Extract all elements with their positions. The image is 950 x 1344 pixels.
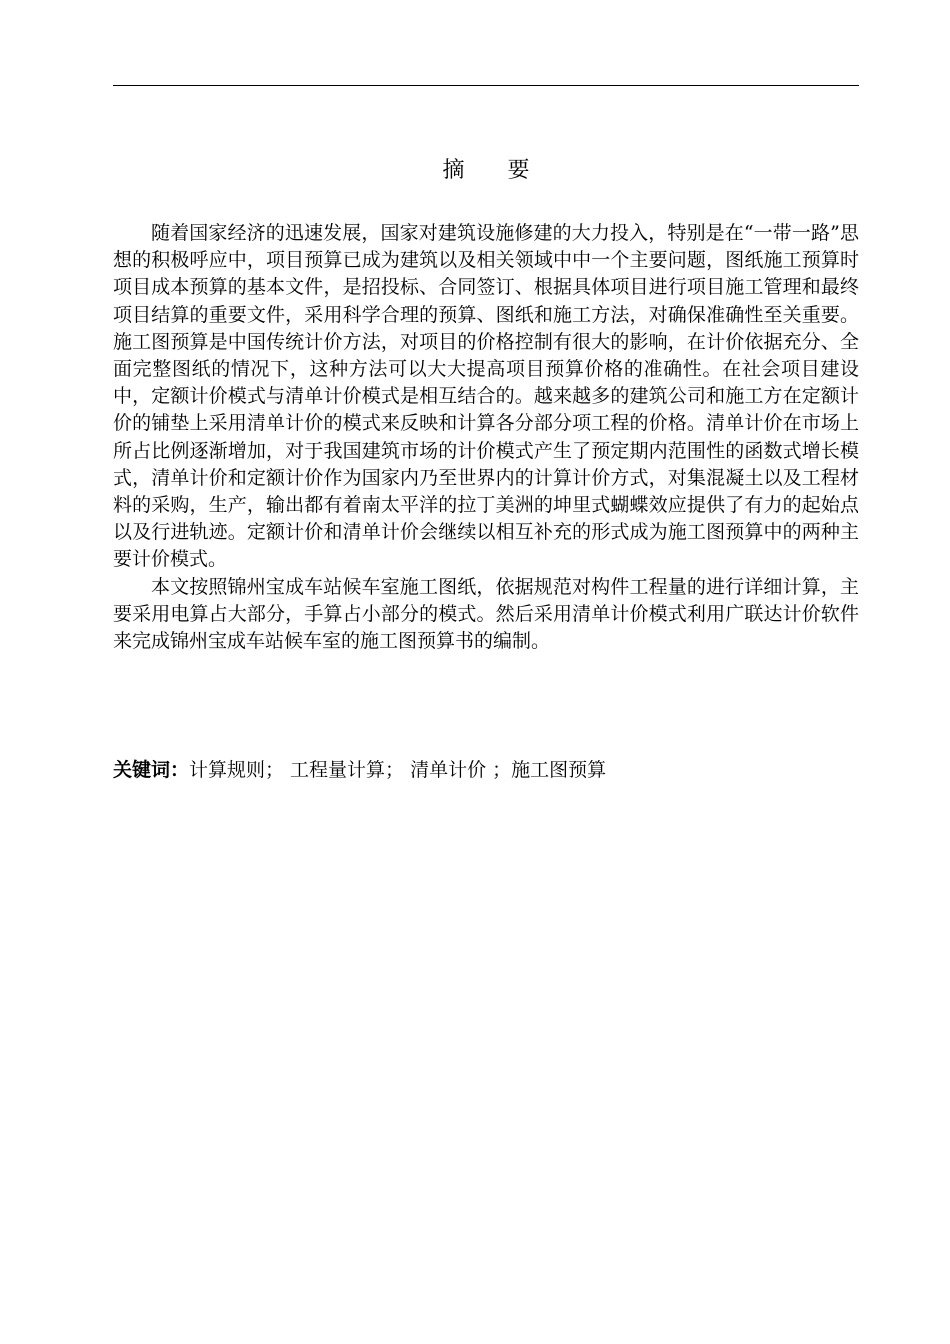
abstract-paragraph-1: 随着国家经济的迅速发展，国家对建筑设施修建的大力投入，特别是在“一带一路”思想的积极呼应中，项目预算已成为建筑以及相关领域中中一个主要问题，图纸施工预算时项目成本预算的基本文件，是招投标、合同签订、根据具体项目进行项目施工管理和最终项目结算的重要文件，采用科学合理的预算、图纸和施工方法，对确保准确性至关重要。施工图预算是中国传统计价方法，对项目的价格控制有很大的影响，在计价依据充分、全面完整图纸的情况下，这种方法可以大大提高项目预算价格的准确性。在社会项目建设中，定额计价模式与清单计价模式是相互结合的。越来越多的建筑公司和施工方在定额计价的铺垫上采用清单计价的模式来反映和计算各分部分项工程的价格。清单计价在市场上所占比例逐渐增加，对于我国建筑市场的计价模式产生了预定期内范围性的函数式增长模式，清单计价和定额计价作为国家内乃至世界内的计算计价方式，对集混凝土以及工程材料的采购，生产，输出都有着南太平洋的拉丁美洲的坤里式蝴蝶效应提供了有力的起始点以及行进轨迹。定额计价和清单计价会继续以相互补充的形式成为施工图预算中的两种主要计价模式。: [113, 222, 859, 571]
header-rule: [113, 85, 859, 86]
keywords-label: 关键词：: [113, 759, 190, 781]
keywords-values: 计算规则； 工程量计算； 清单计价 ；施工图预算: [189, 759, 607, 781]
abstract-paragraph-2: 本文按照锦州宝成车站候车室施工图纸，依据规范对构件工程量的进行详细计算，主要采用电算占大部分，手算占小部分的模式。然后采用清单计价模式利用广联达计价软件来完成锦州宝成车站候车室的施工图预算书的编制。: [113, 575, 859, 653]
keywords-line: [113, 756, 859, 784]
abstract-body: [113, 220, 859, 655]
abstract-title: 摘 要: [442, 158, 548, 183]
